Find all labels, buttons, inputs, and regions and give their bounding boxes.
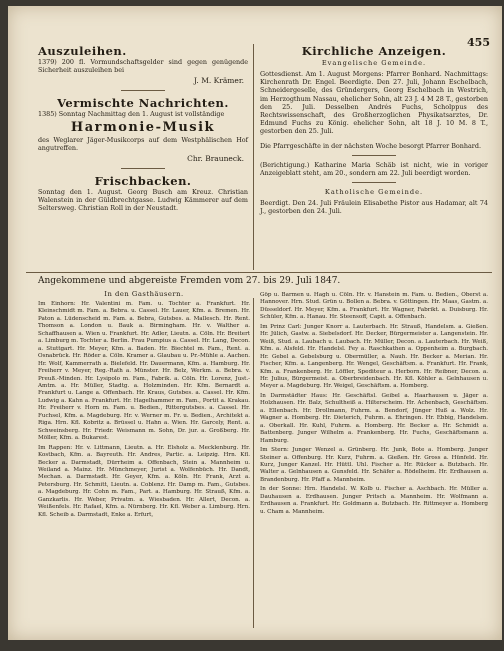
katholische-subheading: Katholische Gemeinde. bbox=[324, 188, 424, 197]
kirchliche-heading: Kirchliche Anzeigen. bbox=[301, 44, 447, 58]
katholische-text: Beerdigt. Den 24. Juli Fräulein Elisabethe Pistor aus Hadamar, alt 74 J., gestorben den 24. Juli. bbox=[260, 199, 488, 216]
arrivals-paragraph: Im Stern: Junger Wenzel a. Grünberg. Hr. Junk, Bote a. Homberg. Junger Steiner a. Offenburg. Hr. Kurz, Fuhrm. a. Gießen. Hr. Gross a. Hünfeld. Hr. Kurz, Junger Kanzel. Hr. Hüttl. Uhl. Fischer a. Hr. Rücker a. Butzbach. Hr. Walter a. Gelnhausen a. Gunsfeld. Hr. Schäfer a. Rödelheim. Hr. Erdhausen a. Brandenburg. Hr. Pfaff a. Mannheim. bbox=[260, 447, 488, 483]
auszuleihen-signature: J. M. Krämer. bbox=[194, 76, 244, 86]
column-divider bbox=[253, 44, 254, 270]
frischbacken-text: Sonntag den 1. August. Georg Busch am Kreuz. Christian Walenstein in der Güldbrechtgasse. Ludwig Kämmerer auf dem Seltersweg. Christian Roll in der Neustadt. bbox=[38, 188, 248, 213]
separator bbox=[352, 182, 396, 183]
kirchliche-notice: Die Pfarrgeschäfte in der nächsten Woche besorgt Pfarrer Bonhard. bbox=[260, 141, 481, 150]
vermischte-after: des Weglarer Jäger-Musikcorps auf dem Westphälischen Hof angutreffen. bbox=[38, 135, 248, 152]
harmonie-musik-title: Harmonie-Musik bbox=[70, 119, 216, 135]
arrivals-paragraph: In Darmstädter Haus: Hr. Geschäftsl. Geibel a. Haarhausen u. Jäger a. Holzhausen. Hr. Balz, Schultheiß a. Hilterscheim. Hr. Achenbach, Geschäftsm. a. Ellenbach. Hr. Drollmann, Fuhrm. a. Bendorf, Jünger Huß a. Wolz. Hr. Wagner a. Homberg. Hr. Dieterich, Fuhrm. a. Ehringen. Hr. Ebbig, Handelsm. a. Oberkall. Hr. Kuhl, Fuhrm. a. Homberg. Hr. Becker a. Hr. Schmidt a. Battenberg. Junger Wilhelm a. Frankenberg. Hr. Fuchs, Geschäftsmann a. Hamburg. bbox=[260, 392, 488, 444]
arrivals-paragraph: Im Prinz Carl: Junger Knorr a. Lauterbach. Hr. Strauß, Handelsm. a. Gießen. Hr. Jülich, Gastw. a. Siebelsdorf. Hr. Decker, Bürgermeister a. Langenstein. Hr. Weiß, Stud. a. Laubach u. Laubach. Hr. Müller, Decon. a. Lauterbach. Hr. Weiß, Kfm. a. Alsfeld. Hr. Handelsl. Fey a. Raschkathen a. Oppenheim a. Burgbach. Hr. Gebel a. Gebelsburg u. Obermüller, a. Nauh. Hr. Becker a. Merian. Hr. Fischer, Kfm. a. Langenberg. Hr. Wengel, Geschäftsm. a. Frankfurt. Hr. Frank, Kfm. a. Frankenberg. Hr. Löffler, Spediteur a. Herborn. Hr. Reibner, Decon. a. Hr. Julius, Bürgermeist. a. Oberbreidenbach. Hr. Kfl. Köhler a. Gelnhausen u. Meyer a. Magdeburg. Hr. Weigel, Geschäftsm. a. Homberg. bbox=[260, 323, 488, 390]
horizontal-rule bbox=[26, 272, 492, 273]
kirchliche-text: Gottesdienst. Am 1. August Morgens: Pfarrer Bonhard. Nachmittags: Kirchenrath Dr. Engel. Beerdigte. Den 27. Juli, Johann Eschelbach, Schneidergeselle, des Gründergers, Georg Eschelbach in Westrich, im Herzogthum Nassau, ehelicher Sohn, alt 23 J. 4 M 28 T., gestorben den 25. Juli. Desselben Andrés Fuchs, Scholppus des Rechtswissenschaft, des Großherzoglichen Physikatsarztes, Dr. Edmund Fuchs zu König. ehelicher Sohn, alt 18 J. 10 M. 8 T., gestorben den 25. Juli. bbox=[260, 70, 488, 136]
auszuleihen-heading: Auszuleihen. bbox=[38, 44, 127, 58]
berichtigung-text: (Berichtigung.) Katharine Maria Schäb ist nicht, wie in voriger Anzeigeblatt steht, am 20., sondern am 22. Juli beerdigt worden. bbox=[260, 160, 488, 178]
vermischte-intro: 1385) Sonntag Nachmittag den 1. August ist vollständige bbox=[38, 110, 225, 119]
separator bbox=[121, 168, 165, 169]
arrivals-paragraph: Göp u. Barmen u. Hagh u. Cöln. Hr. v. Hanstein m. Fam. u. Bedien., Oberst a. Hannover. Hrn. Stud. Grün u. Bollen a. Bebra. v. Göttingen. Hr. Maas, Gastm. a. Düsseldorf. Hr. Meyer, Kfm. a. Frankfurt. Hr. Wagner, Fabrikt. a. Duisburg. Hr. Schüler, Kfm. a. Hanau. Hr. Steensoff, Capit. a. Offenbach. bbox=[260, 292, 488, 321]
separator bbox=[121, 90, 165, 91]
arrivals-subheading: In den Gasthäusern. bbox=[104, 290, 184, 298]
column-divider-lower bbox=[253, 298, 254, 628]
arrivals-paragraph: Im Einhorn: Hr. Valentini m. Fam. u. Tochter a. Frankfurt. Hr. Kleinschmidt m. Fam. a. Bebra. u. Cassel. Hr. Lauer, Kfm. a. Bremen. Hr. Paton a. Lüdenscheid m. Fam. a. Bebra, Gutsbes. a. Mallesch. Hr. Rent. Thomson a. London u. Bauk a. Birmingham. Hr. v. Walther a. Schaffhausen a. Wien u. Frankfurt. Hr. Adler, Lieutn. a. Cöln. Hr. Breitert a. Limburg m. Tochter a. Berlin. Frau Pumpius a. Cassel. Hr. Lang, Decon. a. Stuttgart. Hr. Meyer, Kfm. a. Baden. Hr. Biechtel m. Fam., Rent. a. Osnabrück. Hr. Röder a. Cöln. Kramer a. Glaubau u. Pr.-Mühle a. Aachen. Hr. Wolf, Kammerrath a. Bielefeld. Hr. Dauermann, Kfm. a. Hamburg. Hr. Freiherr v. Meyer, Reg.-Rath a. Münster. Hr. Belz, Werkm. a. Bebra. v. Preuß.-Minden. Hr. Lysipolo m. Fam., Fabrik. a. Cöln. Hr. Lorenz, Just.-Amtm. a. Hr. Müller, Stadtg. a. Holzminden. Hr. Kfm. Bernardt a. Frankfurt u. Lange a. Offenbach. Hr. Kraus, Gutsbes. a. Cassel. Hr. Kfm. Ludwig a. Kahn a. Frankfurt. Hr. Hagelhammer m. Fam., Portit a. Krakau. Hr. Freiherr v. Horn m. Fam. u. Bedien., Rittergutsbes. a. Cassel. Hr. Fuchsel, Kfm. a. Magdeburg. Hr. v. Werner m. Fr. u. Bedien., Architekt a. Riga. Hrn. Kfl. Kobritz a. Brüssel u. Hahn a. Wien. Hr. Garcely, Rent. a. Schweinsberg. Hr. Friedr. Weismann m. Sohn, Dr. jur. a. Großberg. Hr. Möller, Kfm. a. Bukarest. bbox=[38, 301, 250, 442]
vermischte-heading: Vermischte Nachrichten. bbox=[57, 96, 229, 111]
page-number: 455 bbox=[467, 36, 490, 49]
right-column bbox=[260, 44, 488, 216]
newspaper-page bbox=[8, 6, 502, 640]
arrivals-title: Angekommene und abgereiste Fremden vom 27. bis 29. Juli 1847. bbox=[38, 276, 341, 286]
arrivals-right-column bbox=[260, 292, 488, 518]
left-column bbox=[38, 44, 248, 213]
arrivals-left-column bbox=[38, 288, 250, 521]
evangelische-subheading: Evangelische Gemeinde. bbox=[321, 59, 427, 67]
auszuleihen-text: 1379) 200 fl. Vormundschaftsgelder sind gegen genügende Sicherheit auszuleihen bei bbox=[38, 58, 248, 75]
separator bbox=[352, 155, 396, 156]
vermischte-signature: Chr. Brauneck. bbox=[187, 154, 244, 164]
frischbacken-heading: Frischbacken. bbox=[94, 174, 192, 189]
arrivals-paragraph: In der Sonne: Hrn. Handelsl. W. Kolb u. Fischer a. Aschbach. Hr. Müller a. Dauhausen a. Erdhausen. Junger Pritsch a. Mannheim. Hr. Wolfmann a. Erdhausen a. Frankfurt. Hr. Goldmann a. Butzbach. Hr. Rittmeyer a. Homberg u. Cham a. Mannheim. bbox=[260, 486, 488, 515]
arrivals-paragraph: Im Rappen: Hr. v. Littmann, Lieutn. a. Hr. Elsholz a. Mecklenburg. Hr. Kostbach, Kfm. a. Bayreuth. Hr. Andres, Partic. a. Leipzig. Hrn. Kfl. Becker a. Darmstadt, Dürrheim a. Offenbach, Stein a. Mannheim u. Weiland a. Mainz. Hr. Münchmeyer, Jurist a. Wolfenbüch. Hr. Dandt, Mechan. a. Darmstadt. Hr. Geyer, Kfm. a. Köln. Hr. Frank, Arzt a. Petersburg. Hr. Schmitt, Lieutn. a. Coblenz. Hr. Damp m. Fam., Gutsbes. a. Magdeburg. Hr. Cohn m. Fam., Part. a. Hamburg. Hr. Strauß, Kfm. a. Ganzkarlis. Hr. Weber, Privatm. a. Wiesbaden. Hr. Allert, Decon. a. Weißenfels. Hr. Rafael, Kfm. a. Nürnberg. Hr. Kfl. Weber a. Limburg. Hrn. Kfl. Scheib a. Darmstadt, Enke a. Erfurt, bbox=[38, 444, 250, 518]
